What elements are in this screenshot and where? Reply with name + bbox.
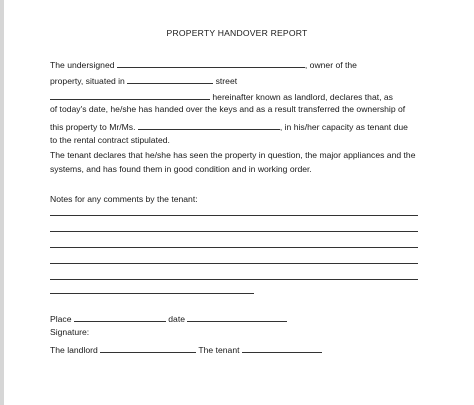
line-tenant-name (50, 120, 408, 133)
rental-contract-text: to the rental contract stipulated. (50, 135, 170, 145)
notes-line[interactable] (50, 231, 418, 232)
landlord-signature-blank[interactable] (100, 343, 196, 353)
line-rental-contract (50, 135, 170, 146)
handover-text: of today's date, he/she has handed over the keys and as a result transferred the ownership of (50, 104, 406, 114)
signature-label: Signature: (50, 327, 90, 337)
property-situated-label: property, situated in (50, 76, 125, 86)
landlord-label: The landlord (50, 345, 98, 355)
property-to-label: this property to Mr/Ms. (50, 122, 136, 132)
line-hereinafter (50, 90, 393, 103)
page-edge (0, 0, 4, 405)
line-systems (50, 164, 312, 175)
systems-condition-text: systems, and has found them in good condition and in working order. (50, 164, 312, 174)
street-label: street (215, 76, 238, 86)
owner-of-label: , owner of the (304, 60, 357, 70)
place-label: Place (50, 314, 72, 324)
tenant-label: The tenant (198, 345, 240, 355)
notes-line[interactable] (50, 263, 418, 264)
landlord-declares-label: hereinafter known as landlord, declares that, as (212, 92, 393, 102)
tenant-name-blank[interactable] (138, 120, 280, 130)
date-blank[interactable] (187, 312, 287, 322)
notes-label: Notes for any comments by the tenant: (50, 194, 198, 204)
line-signatures (50, 343, 322, 356)
notes-line[interactable] (50, 215, 418, 216)
tenant-capacity-label: , in his/her capacity as tenant due (279, 122, 408, 132)
line-undersigned (50, 58, 357, 71)
document-title: PROPERTY HANDOVER REPORT (166, 28, 308, 38)
notes-line[interactable] (50, 279, 418, 280)
line-todays-date (50, 104, 405, 115)
notes-line[interactable] (50, 247, 418, 248)
tenant-declares-text: The tenant declares that he/she has seen the property in question, the major appliances and the (50, 150, 416, 160)
tenant-signature-blank[interactable] (242, 343, 322, 353)
address-blank[interactable] (127, 74, 213, 84)
street-name-blank[interactable] (50, 90, 210, 100)
line-place-date (50, 312, 287, 325)
notes-line[interactable] (50, 293, 254, 294)
date-label: date (168, 314, 186, 324)
owner-name-blank[interactable] (117, 58, 305, 68)
line-property (50, 74, 237, 87)
undersigned-label: The undersigned (50, 60, 115, 70)
line-tenant-declares (50, 150, 415, 161)
place-blank[interactable] (74, 312, 166, 322)
